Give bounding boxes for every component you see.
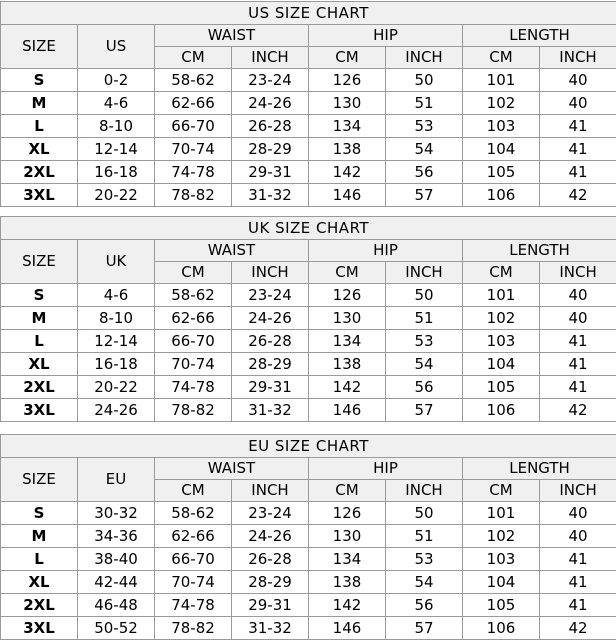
length-inch-cell: 41 xyxy=(540,353,616,376)
size-cell: 2XL xyxy=(1,594,78,617)
region-size-cell: 38-40 xyxy=(78,548,155,571)
waist-cm-cell: 70-74 xyxy=(155,571,232,594)
hip-cm-cell: 134 xyxy=(309,115,386,138)
size-cell: M xyxy=(1,92,78,115)
header-size: SIZE xyxy=(1,240,78,284)
region-size-cell: 8-10 xyxy=(78,115,155,138)
size-cell: XL xyxy=(1,353,78,376)
table-row xyxy=(1,284,616,307)
waist-cm-cell: 74-78 xyxy=(155,376,232,399)
hip-inch-cell: 53 xyxy=(386,115,463,138)
header-hip: HIP xyxy=(309,25,463,47)
hip-inch-cell: 50 xyxy=(386,69,463,92)
table-row xyxy=(1,115,616,138)
header-length: LENGTH xyxy=(463,458,616,480)
length-inch-cell: 40 xyxy=(540,307,616,330)
length-inch-cell: 40 xyxy=(540,284,616,307)
waist-cm-cell: 70-74 xyxy=(155,353,232,376)
region-size-cell: 16-18 xyxy=(78,161,155,184)
table-row xyxy=(1,548,616,571)
header-waist-inch: INCH xyxy=(232,262,309,284)
header-waist-cm: CM xyxy=(155,47,232,69)
header-hip: HIP xyxy=(309,458,463,480)
size-chart-table xyxy=(0,434,616,640)
hip-inch-cell: 54 xyxy=(386,138,463,161)
waist-inch-cell: 28-29 xyxy=(232,353,309,376)
length-cm-cell: 104 xyxy=(463,353,540,376)
header-waist-cm: CM xyxy=(155,262,232,284)
header-hip-inch: INCH xyxy=(386,47,463,69)
waist-cm-cell: 62-66 xyxy=(155,307,232,330)
region-size-cell: 12-14 xyxy=(78,138,155,161)
header-length-inch: INCH xyxy=(540,480,616,502)
size-chart xyxy=(0,216,616,422)
length-inch-cell: 41 xyxy=(540,330,616,353)
length-cm-cell: 103 xyxy=(463,330,540,353)
hip-cm-cell: 134 xyxy=(309,330,386,353)
header-length-cm: CM xyxy=(463,262,540,284)
table-row xyxy=(1,184,616,207)
hip-cm-cell: 138 xyxy=(309,353,386,376)
size-chart xyxy=(0,434,616,640)
length-inch-cell: 41 xyxy=(540,138,616,161)
region-size-cell: 42-44 xyxy=(78,571,155,594)
header-waist-cm: CM xyxy=(155,480,232,502)
hip-inch-cell: 57 xyxy=(386,184,463,207)
hip-inch-cell: 51 xyxy=(386,307,463,330)
chart-title: UK SIZE CHART xyxy=(1,217,616,240)
waist-cm-cell: 66-70 xyxy=(155,548,232,571)
table-row xyxy=(1,307,616,330)
length-cm-cell: 102 xyxy=(463,92,540,115)
hip-cm-cell: 142 xyxy=(309,376,386,399)
header-region: US xyxy=(78,25,155,69)
size-cell: L xyxy=(1,548,78,571)
size-cell: XL xyxy=(1,138,78,161)
hip-cm-cell: 130 xyxy=(309,307,386,330)
length-inch-cell: 41 xyxy=(540,161,616,184)
hip-cm-cell: 142 xyxy=(309,594,386,617)
table-row xyxy=(1,69,616,92)
length-cm-cell: 101 xyxy=(463,284,540,307)
table-row xyxy=(1,376,616,399)
table-row xyxy=(1,92,616,115)
table-row xyxy=(1,525,616,548)
hip-inch-cell: 51 xyxy=(386,92,463,115)
region-size-cell: 46-48 xyxy=(78,594,155,617)
waist-cm-cell: 58-62 xyxy=(155,284,232,307)
hip-cm-cell: 134 xyxy=(309,548,386,571)
size-cell: S xyxy=(1,69,78,92)
header-hip-cm: CM xyxy=(309,262,386,284)
table-row xyxy=(1,594,616,617)
hip-cm-cell: 138 xyxy=(309,571,386,594)
table-row xyxy=(1,571,616,594)
waist-inch-cell: 23-24 xyxy=(232,69,309,92)
hip-cm-cell: 130 xyxy=(309,92,386,115)
header-waist: WAIST xyxy=(155,240,309,262)
waist-inch-cell: 29-31 xyxy=(232,594,309,617)
length-cm-cell: 105 xyxy=(463,594,540,617)
hip-cm-cell: 126 xyxy=(309,69,386,92)
hip-inch-cell: 50 xyxy=(386,284,463,307)
size-cell: 2XL xyxy=(1,376,78,399)
hip-cm-cell: 146 xyxy=(309,617,386,640)
waist-inch-cell: 28-29 xyxy=(232,571,309,594)
waist-inch-cell: 31-32 xyxy=(232,617,309,640)
waist-inch-cell: 24-26 xyxy=(232,92,309,115)
hip-inch-cell: 50 xyxy=(386,502,463,525)
table-row xyxy=(1,330,616,353)
table-row xyxy=(1,617,616,640)
size-chart-table xyxy=(0,1,616,207)
hip-inch-cell: 54 xyxy=(386,571,463,594)
waist-inch-cell: 24-26 xyxy=(232,307,309,330)
length-inch-cell: 40 xyxy=(540,502,616,525)
region-size-cell: 4-6 xyxy=(78,92,155,115)
length-cm-cell: 103 xyxy=(463,548,540,571)
hip-inch-cell: 51 xyxy=(386,525,463,548)
header-length-cm: CM xyxy=(463,480,540,502)
header-waist-inch: INCH xyxy=(232,480,309,502)
hip-cm-cell: 126 xyxy=(309,502,386,525)
length-cm-cell: 105 xyxy=(463,161,540,184)
header-hip-inch: INCH xyxy=(386,480,463,502)
hip-cm-cell: 130 xyxy=(309,525,386,548)
region-size-cell: 16-18 xyxy=(78,353,155,376)
hip-inch-cell: 57 xyxy=(386,617,463,640)
waist-inch-cell: 23-24 xyxy=(232,502,309,525)
size-cell: 2XL xyxy=(1,161,78,184)
table-row xyxy=(1,502,616,525)
length-inch-cell: 40 xyxy=(540,525,616,548)
region-size-cell: 50-52 xyxy=(78,617,155,640)
hip-inch-cell: 57 xyxy=(386,399,463,422)
region-size-cell: 12-14 xyxy=(78,330,155,353)
header-waist: WAIST xyxy=(155,458,309,480)
hip-cm-cell: 126 xyxy=(309,284,386,307)
length-cm-cell: 104 xyxy=(463,138,540,161)
length-cm-cell: 106 xyxy=(463,184,540,207)
size-cell: L xyxy=(1,330,78,353)
waist-cm-cell: 66-70 xyxy=(155,115,232,138)
region-size-cell: 8-10 xyxy=(78,307,155,330)
waist-inch-cell: 31-32 xyxy=(232,184,309,207)
waist-inch-cell: 26-28 xyxy=(232,115,309,138)
size-cell: M xyxy=(1,307,78,330)
length-cm-cell: 101 xyxy=(463,502,540,525)
header-waist-inch: INCH xyxy=(232,47,309,69)
waist-cm-cell: 62-66 xyxy=(155,525,232,548)
length-inch-cell: 40 xyxy=(540,92,616,115)
waist-inch-cell: 29-31 xyxy=(232,376,309,399)
region-size-cell: 30-32 xyxy=(78,502,155,525)
length-inch-cell: 41 xyxy=(540,548,616,571)
length-cm-cell: 102 xyxy=(463,525,540,548)
table-row xyxy=(1,161,616,184)
header-length-inch: INCH xyxy=(540,47,616,69)
region-size-cell: 20-22 xyxy=(78,184,155,207)
region-size-cell: 4-6 xyxy=(78,284,155,307)
hip-inch-cell: 56 xyxy=(386,594,463,617)
header-hip-cm: CM xyxy=(309,47,386,69)
length-inch-cell: 42 xyxy=(540,399,616,422)
size-cell: M xyxy=(1,525,78,548)
waist-cm-cell: 66-70 xyxy=(155,330,232,353)
waist-cm-cell: 74-78 xyxy=(155,161,232,184)
region-size-cell: 24-26 xyxy=(78,399,155,422)
header-size: SIZE xyxy=(1,25,78,69)
header-length: LENGTH xyxy=(463,240,616,262)
size-cell: S xyxy=(1,502,78,525)
hip-inch-cell: 54 xyxy=(386,353,463,376)
size-cell: 3XL xyxy=(1,399,78,422)
waist-cm-cell: 70-74 xyxy=(155,138,232,161)
size-chart-table xyxy=(0,216,616,422)
region-size-cell: 34-36 xyxy=(78,525,155,548)
length-cm-cell: 106 xyxy=(463,399,540,422)
waist-cm-cell: 62-66 xyxy=(155,92,232,115)
size-cell: L xyxy=(1,115,78,138)
length-cm-cell: 102 xyxy=(463,307,540,330)
waist-cm-cell: 58-62 xyxy=(155,502,232,525)
length-inch-cell: 41 xyxy=(540,115,616,138)
hip-inch-cell: 56 xyxy=(386,376,463,399)
hip-cm-cell: 146 xyxy=(309,399,386,422)
chart-title: US SIZE CHART xyxy=(1,2,616,25)
waist-cm-cell: 78-82 xyxy=(155,399,232,422)
table-row xyxy=(1,399,616,422)
header-length: LENGTH xyxy=(463,25,616,47)
length-inch-cell: 41 xyxy=(540,376,616,399)
header-waist: WAIST xyxy=(155,25,309,47)
waist-cm-cell: 78-82 xyxy=(155,617,232,640)
header-hip-inch: INCH xyxy=(386,262,463,284)
length-inch-cell: 42 xyxy=(540,617,616,640)
header-size: SIZE xyxy=(1,458,78,502)
table-row xyxy=(1,138,616,161)
size-cell: 3XL xyxy=(1,617,78,640)
length-inch-cell: 42 xyxy=(540,184,616,207)
hip-cm-cell: 138 xyxy=(309,138,386,161)
waist-inch-cell: 29-31 xyxy=(232,161,309,184)
hip-inch-cell: 53 xyxy=(386,548,463,571)
size-cell: S xyxy=(1,284,78,307)
size-cell: XL xyxy=(1,571,78,594)
length-inch-cell: 41 xyxy=(540,594,616,617)
hip-inch-cell: 56 xyxy=(386,161,463,184)
length-cm-cell: 106 xyxy=(463,617,540,640)
header-length-inch: INCH xyxy=(540,262,616,284)
size-cell: 3XL xyxy=(1,184,78,207)
header-region: UK xyxy=(78,240,155,284)
region-size-cell: 0-2 xyxy=(78,69,155,92)
length-cm-cell: 104 xyxy=(463,571,540,594)
length-cm-cell: 101 xyxy=(463,69,540,92)
table-row xyxy=(1,353,616,376)
header-hip: HIP xyxy=(309,240,463,262)
hip-cm-cell: 146 xyxy=(309,184,386,207)
waist-inch-cell: 26-28 xyxy=(232,330,309,353)
header-hip-cm: CM xyxy=(309,480,386,502)
region-size-cell: 20-22 xyxy=(78,376,155,399)
hip-cm-cell: 142 xyxy=(309,161,386,184)
header-region: EU xyxy=(78,458,155,502)
length-inch-cell: 41 xyxy=(540,571,616,594)
waist-inch-cell: 23-24 xyxy=(232,284,309,307)
size-chart xyxy=(0,1,616,207)
waist-inch-cell: 24-26 xyxy=(232,525,309,548)
length-cm-cell: 103 xyxy=(463,115,540,138)
waist-inch-cell: 28-29 xyxy=(232,138,309,161)
length-inch-cell: 40 xyxy=(540,69,616,92)
waist-cm-cell: 74-78 xyxy=(155,594,232,617)
hip-inch-cell: 53 xyxy=(386,330,463,353)
waist-inch-cell: 31-32 xyxy=(232,399,309,422)
waist-inch-cell: 26-28 xyxy=(232,548,309,571)
header-length-cm: CM xyxy=(463,47,540,69)
length-cm-cell: 105 xyxy=(463,376,540,399)
waist-cm-cell: 58-62 xyxy=(155,69,232,92)
chart-title: EU SIZE CHART xyxy=(1,435,616,458)
waist-cm-cell: 78-82 xyxy=(155,184,232,207)
